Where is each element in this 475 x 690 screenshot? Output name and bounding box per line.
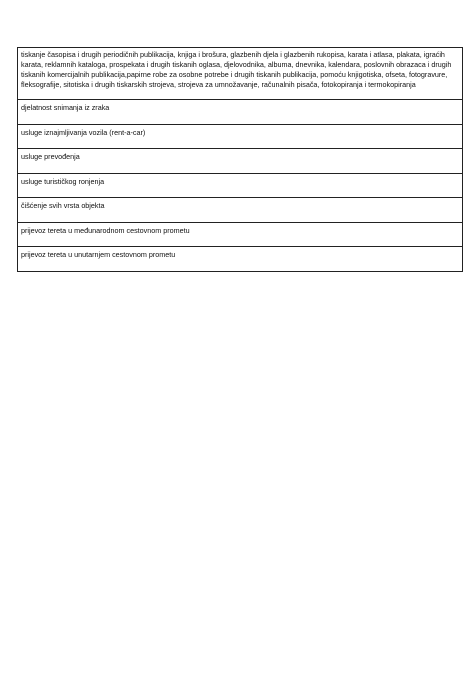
table-row — [18, 124, 462, 149]
table-cell-text: djelatnost snimanja iz zraka — [21, 103, 110, 112]
table-cell-text: tiskanje časopisa i drugih periodičnih publikacija, knjiga i brošura, glazbenih djela i glazbenih rukopisa, karata i atlasa, plakata, igraćih karata, reklamnih kataloga, prospekata i drugih tiskanih oglasa, djelovodnika, albuma, dnevnika, kalendara, poslovnih obrazaca i drugih tiskanih komercijalnih publikacija,papirne robe za osobne potrebe i drugih tiskanih publikacija, pomoću knjigotiska, ofseta, fotogravure, fleksografije, sitotiska i drugih tiskarskih strojeva, strojeva za umnožavanje, računalnih pisača, fotokopiranja i termokopiranja — [21, 50, 452, 89]
table-row — [18, 148, 462, 173]
table-row — [18, 197, 462, 222]
table-row — [18, 48, 462, 99]
table-cell-text: prijevoz tereta u međunarodnom cestovnom prometu — [21, 225, 190, 235]
table-row — [18, 222, 462, 247]
table-row — [18, 99, 462, 124]
table-cell-text: usluge turističkog ronjenja — [21, 176, 105, 186]
table-cell-text: prijevoz tereta u unutarnjem cestovnom prometu — [21, 250, 176, 259]
activities-table — [17, 47, 463, 272]
table-cell-text: usluge prevođenja — [21, 152, 80, 161]
table-cell-text: usluge iznajmljivanja vozila (rent-a-car) — [21, 127, 146, 137]
table-row — [18, 246, 462, 271]
table-cell-text: čišćenje svih vrsta objekta — [21, 201, 105, 210]
table-row — [18, 173, 462, 198]
